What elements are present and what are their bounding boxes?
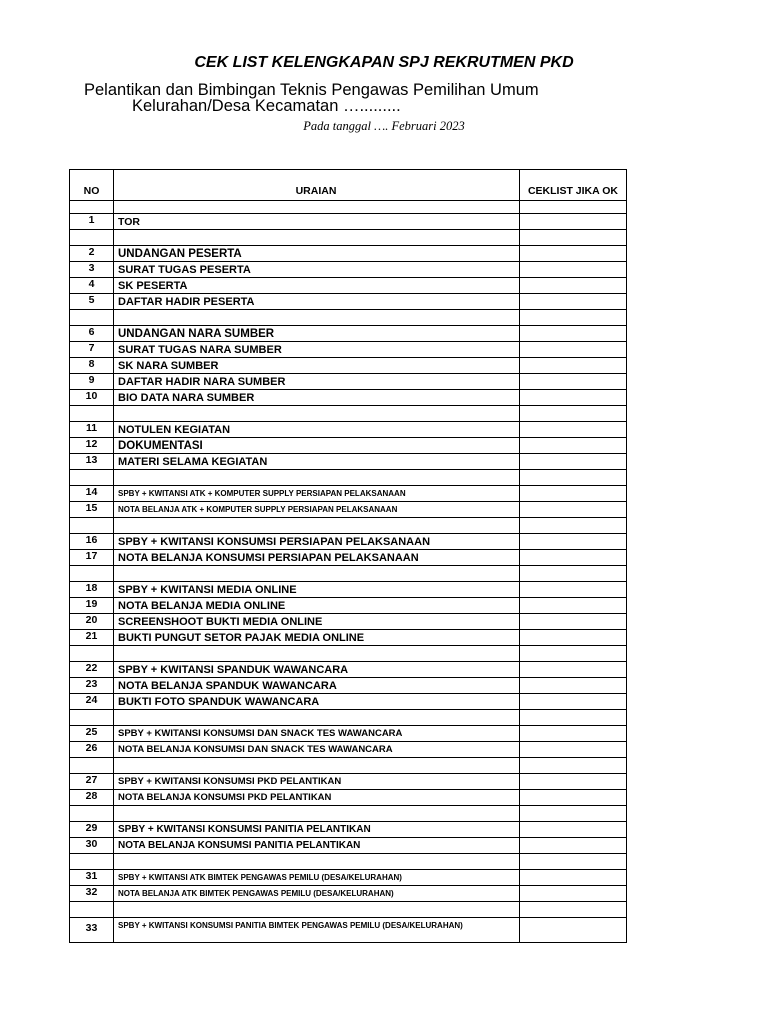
row-divider: [69, 389, 626, 390]
row-description: MATERI SELAMA KEGIATAN: [118, 456, 268, 468]
row-description: NOTA BELANJA KONSUMSI PERSIAPAN PELAKSANAAN: [118, 552, 419, 564]
row-description: NOTA BELANJA SPANDUK WAWANCARA: [118, 680, 337, 692]
row-number: 23: [85, 678, 98, 690]
row-number: 4: [88, 278, 95, 290]
row-divider: [69, 853, 626, 854]
date-line: Pada tanggal …. Februari 2023: [303, 119, 465, 133]
row-divider: [69, 789, 626, 790]
row-number: 17: [85, 550, 98, 562]
row-description: TOR: [118, 216, 140, 228]
row-number: 21: [85, 630, 98, 642]
row-number: 32: [85, 886, 98, 898]
row-number: 1: [88, 214, 95, 226]
row-divider: [69, 885, 626, 886]
row-number: 16: [85, 534, 98, 546]
row-divider: [69, 405, 626, 406]
row-number: 27: [85, 774, 98, 786]
row-number: 29: [85, 822, 98, 834]
row-divider: [69, 581, 626, 582]
row-description: BUKTI FOTO SPANDUK WAWANCARA: [118, 696, 320, 708]
row-divider: [69, 597, 626, 598]
row-divider: [69, 837, 626, 838]
row-divider: [69, 677, 626, 678]
row-description: SPBY + KWITANSI KONSUMSI PANITIA PELANTIKAN: [118, 824, 371, 835]
row-divider: [69, 901, 626, 902]
column-divider: [113, 169, 114, 943]
row-number: 15: [85, 502, 98, 514]
column-divider: [519, 169, 520, 943]
row-number: 33: [85, 922, 98, 934]
row-divider: [69, 693, 626, 694]
row-description: NOTULEN KEGIATAN: [118, 424, 231, 436]
row-divider: [69, 213, 626, 214]
row-number: 6: [88, 326, 95, 338]
row-description: DOKUMENTASI: [118, 440, 203, 452]
row-description: SPBY + KWITANSI KONSUMSI PKD PELANTIKAN: [118, 776, 342, 787]
row-number: 5: [88, 294, 95, 306]
row-description: SPBY + KWITANSI ATK BIMTEK PENGAWAS PEMILU (DESA/KELURAHAN): [118, 873, 402, 882]
row-divider: [69, 629, 626, 630]
row-number: 8: [88, 358, 95, 370]
row-description: NOTA BELANJA ATK BIMTEK PENGAWAS PEMILU (DESA/KELURAHAN): [118, 889, 394, 898]
column-header-ceklist: CEKLIST JIKA OK: [527, 185, 619, 197]
row-description: DAFTAR HADIR NARA SUMBER: [118, 376, 286, 388]
row-divider: [69, 341, 626, 342]
row-divider: [69, 469, 626, 470]
row-number: 18: [85, 582, 98, 594]
row-divider: [69, 517, 626, 518]
row-number: 10: [85, 390, 98, 402]
row-divider: [69, 261, 626, 262]
row-divider: [69, 805, 626, 806]
row-divider: [69, 725, 626, 726]
subtitle-line-1: Pelantikan dan Bimbingan Teknis Pengawas Pemilihan Umum: [84, 81, 539, 99]
row-divider: [69, 661, 626, 662]
row-number: 26: [85, 742, 98, 754]
row-number: 13: [85, 454, 98, 466]
row-description: NOTA BELANJA MEDIA ONLINE: [118, 600, 286, 612]
row-number: 31: [85, 870, 98, 882]
row-description: SURAT TUGAS NARA SUMBER: [118, 344, 282, 356]
row-description: SK NARA SUMBER: [118, 360, 219, 372]
row-divider: [69, 325, 626, 326]
row-description: SURAT TUGAS PESERTA: [118, 264, 251, 276]
row-description: UNDANGAN PESERTA: [118, 248, 242, 260]
row-number: 7: [88, 342, 95, 354]
row-divider: [69, 741, 626, 742]
row-divider: [69, 453, 626, 454]
row-divider: [69, 757, 626, 758]
row-description: NOTA BELANJA KONSUMSI PANITIA PELANTIKAN: [118, 840, 361, 851]
row-divider: [69, 533, 626, 534]
subtitle-line-2: Kelurahan/Desa Kecamatan ….........: [132, 97, 401, 115]
row-divider: [69, 293, 626, 294]
row-description: SPBY + KWITANSI ATK + KOMPUTER SUPPLY PERSIAPAN PELAKSANAAN: [118, 489, 406, 498]
row-description: SPBY + KWITANSI KONSUMSI PERSIAPAN PELAKSANAAN: [118, 536, 431, 548]
row-description: SK PESERTA: [118, 280, 188, 292]
row-description: UNDANGAN NARA SUMBER: [118, 328, 275, 340]
row-divider: [69, 501, 626, 502]
row-divider: [69, 773, 626, 774]
row-divider: [69, 437, 626, 438]
row-number: 9: [88, 374, 95, 386]
row-number: 28: [85, 790, 98, 802]
row-number: 2: [88, 246, 95, 258]
row-description: BIO DATA NARA SUMBER: [118, 392, 255, 404]
row-number: 20: [85, 614, 98, 626]
row-description: SPBY + KWITANSI KONSUMSI PANITIA BIMTEK PENGAWAS PEMILU (DESA/KELURAHAN): [118, 921, 463, 930]
row-divider: [69, 309, 626, 310]
row-number: 11: [85, 422, 98, 434]
row-divider: [69, 200, 626, 201]
row-number: 12: [85, 438, 98, 450]
document-title: CEK LIST KELENGKAPAN SPJ REKRUTMEN PKD: [194, 54, 574, 71]
row-number: 14: [85, 486, 98, 498]
row-number: 24: [85, 694, 98, 706]
row-divider: [69, 821, 626, 822]
row-description: SPBY + KWITANSI SPANDUK WAWANCARA: [118, 664, 349, 676]
row-number: 25: [85, 726, 98, 738]
row-description: SPBY + KWITANSI MEDIA ONLINE: [118, 584, 297, 596]
row-divider: [69, 917, 626, 918]
row-divider: [69, 277, 626, 278]
row-number: 22: [85, 662, 98, 674]
row-divider: [69, 645, 626, 646]
row-divider: [69, 869, 626, 870]
column-header-uraian: URAIAN: [295, 185, 337, 197]
row-divider: [69, 613, 626, 614]
row-divider: [69, 565, 626, 566]
row-number: 30: [85, 838, 98, 850]
row-description: BUKTI PUNGUT SETOR PAJAK MEDIA ONLINE: [118, 632, 365, 644]
row-description: NOTA BELANJA ATK + KOMPUTER SUPPLY PERSIAPAN PELAKSANAAN: [118, 505, 398, 514]
row-divider: [69, 421, 626, 422]
row-description: SCREENSHOOT BUKTI MEDIA ONLINE: [118, 616, 323, 628]
row-divider: [69, 549, 626, 550]
row-number: 19: [85, 598, 98, 610]
row-divider: [69, 709, 626, 710]
row-divider: [69, 357, 626, 358]
row-description: NOTA BELANJA KONSUMSI DAN SNACK TES WAWANCARA: [118, 744, 393, 755]
row-description: NOTA BELANJA KONSUMSI PKD PELANTIKAN: [118, 792, 332, 803]
column-header-no: NO: [83, 185, 100, 197]
row-number: 3: [88, 262, 95, 274]
row-divider: [69, 245, 626, 246]
row-description: DAFTAR HADIR PESERTA: [118, 296, 255, 308]
row-divider: [69, 229, 626, 230]
row-divider: [69, 373, 626, 374]
row-divider: [69, 485, 626, 486]
row-description: SPBY + KWITANSI KONSUMSI DAN SNACK TES WAWANCARA: [118, 728, 403, 739]
